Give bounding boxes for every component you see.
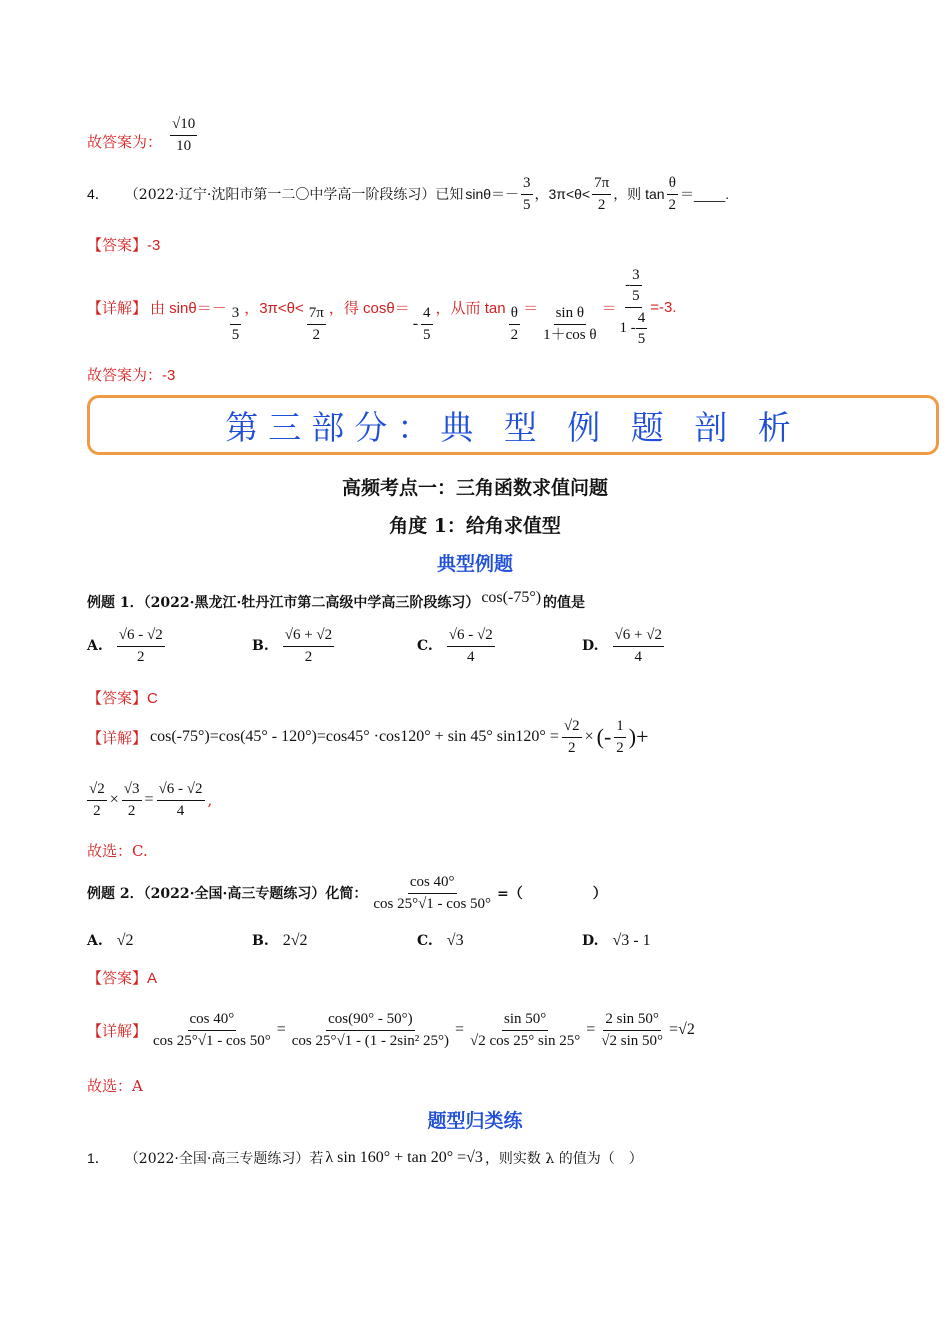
frac-num: 7π xyxy=(307,305,326,325)
question-expression: λ sin 160° + tan 20° =√3 xyxy=(325,1149,483,1166)
question-source: （2022·辽宁·沈阳市第一二〇中学高一阶段练习）已知 xyxy=(124,187,464,203)
ex2-detail xyxy=(87,1000,695,1060)
frac-num: √6 - √2 xyxy=(157,781,205,801)
answer-value: C xyxy=(147,690,158,707)
frac-num: cos 40° xyxy=(188,1011,237,1031)
option-value: √3 - 1 xyxy=(612,932,651,949)
frac-den: cos 25°√1 - (1 - 2sin² 25°) xyxy=(291,1032,449,1049)
frac-den: 5 xyxy=(231,326,240,343)
detail-result: =-3. xyxy=(650,298,677,316)
practice-question-1 xyxy=(87,1148,643,1168)
frac-den: √2 sin 50° xyxy=(601,1032,664,1049)
detail-text: ，从而 tan xyxy=(435,299,506,317)
option-b[interactable] xyxy=(252,627,334,665)
q4-conclusion: 故答案为：-3 xyxy=(87,367,176,384)
equals: ＝ xyxy=(523,298,539,317)
minus-sign: - xyxy=(412,315,419,332)
paren-close: )+ xyxy=(628,724,649,749)
frac-den: 2 xyxy=(510,326,519,343)
question-source: （2022·全国·高三专题练习）若 xyxy=(124,1151,324,1167)
option-letter: D. xyxy=(582,638,599,654)
detail-text: 由 sinθ＝－ xyxy=(150,299,227,317)
question-4 xyxy=(87,175,729,213)
times: × xyxy=(584,728,594,745)
frac-den: 2 xyxy=(668,196,677,213)
question-number: 1． xyxy=(87,1150,109,1166)
option-value: √2 xyxy=(116,932,134,949)
option-letter: C. xyxy=(417,638,433,654)
banner-title: 第三部分：典 型 例 题 剖 析 xyxy=(225,407,801,447)
option-value: √3 xyxy=(446,932,464,949)
option-letter: C. xyxy=(417,933,433,949)
equals: ＝ xyxy=(601,298,617,317)
frac-num: 1 xyxy=(614,718,626,738)
option-letter: A. xyxy=(87,638,103,654)
frac-den: 4 xyxy=(634,648,642,665)
ex1-detail-line1 xyxy=(87,718,649,756)
detail-label: 【详解】 xyxy=(87,298,148,317)
frac-num: θ xyxy=(509,305,520,325)
frac-den: 2 xyxy=(304,648,313,665)
frac-den: 2 xyxy=(136,648,145,665)
option-a[interactable] xyxy=(87,627,165,665)
heading-point: 高频考点一：三角函数求值问题 xyxy=(341,477,608,499)
equals: = xyxy=(144,791,154,808)
frac-den: 5 xyxy=(523,196,531,213)
ex1-detail-line2 xyxy=(87,781,212,819)
heading-practice: 题型归类练 xyxy=(427,1110,523,1132)
heading-typical: 典型例题 xyxy=(436,553,513,575)
frac-num: √6 + √2 xyxy=(613,627,664,647)
detail-label: 【详解】 xyxy=(87,1021,148,1040)
answer-blank: ＝____. xyxy=(680,186,730,202)
frac-den: 1＋cos θ xyxy=(543,326,597,343)
ex1-answer xyxy=(87,687,158,708)
frac-den: 4 xyxy=(467,648,475,665)
frac-num: √2 xyxy=(562,718,582,738)
frac-num: √6 + √2 xyxy=(283,627,334,647)
frac-num: 4 xyxy=(421,305,433,325)
equals: = xyxy=(454,1021,465,1038)
frac-num: √10 xyxy=(170,116,197,136)
question-number: 4． xyxy=(87,186,109,202)
detail-text: ，得 cosθ＝ xyxy=(328,299,410,317)
option-value: 2√2 xyxy=(282,932,308,949)
fraction-sqrt10-over-10 xyxy=(170,116,197,154)
frac-den: 2 xyxy=(567,739,576,756)
option-letter: B. xyxy=(252,638,269,654)
frac-num: sin 50° xyxy=(502,1011,548,1031)
answer-label: 【答案】 xyxy=(87,969,148,987)
option-d[interactable] xyxy=(582,627,664,665)
option-a[interactable] xyxy=(87,932,134,950)
conclusion-label: 故答案为： xyxy=(87,133,163,151)
frac-num: 2 sin 50° xyxy=(603,1011,661,1031)
example-tail: 的值是 xyxy=(543,595,586,611)
q4-detail xyxy=(87,265,677,349)
frac-den: 5 xyxy=(423,326,431,343)
option-d[interactable] xyxy=(582,932,651,950)
frac-num: √6 - √2 xyxy=(447,627,495,647)
frac-den: cos 25°√1 - cos 50° xyxy=(153,1032,271,1049)
ex1-conclusion: 故选：C. xyxy=(87,842,148,860)
answer-label: 【答案】 xyxy=(87,689,148,707)
condition-expression: ，3π<θ< xyxy=(534,186,591,202)
tan-expression: ，则 tan xyxy=(613,186,665,202)
ex2-conclusion: 故选：A xyxy=(87,1077,143,1095)
example-title: 例题 1．（2022·黑龙江·牡丹江市第二高级中学高三阶段练习） xyxy=(87,595,480,611)
example-2-title xyxy=(87,868,607,918)
example-tail: =（ ） xyxy=(497,886,607,902)
equals: = xyxy=(586,1021,596,1038)
cos-expression: cos(-75°) xyxy=(481,589,542,606)
frac-num: sin θ xyxy=(554,305,586,325)
option-c[interactable] xyxy=(417,627,495,665)
paren-open: (- xyxy=(596,724,612,749)
frac-den: 2 xyxy=(616,739,624,756)
detail-result: =√2 xyxy=(669,1021,695,1038)
frac-den: 10 xyxy=(176,137,192,154)
one-minus: 1 - xyxy=(619,320,636,336)
detail-text: ，3π<θ< xyxy=(244,299,304,317)
equals: = xyxy=(276,1021,286,1038)
frac-num: cos 40° xyxy=(408,874,457,894)
answer-label: 【答案】 xyxy=(87,236,148,254)
frac-num: 4 xyxy=(636,310,648,330)
heading-angle: 角度 1：给角求值型 xyxy=(389,515,561,537)
frac-den: 5 xyxy=(632,288,640,304)
frac-num: 3 xyxy=(230,305,242,325)
option-letter: D. xyxy=(582,933,599,949)
example-title: 例题 2．（2022·全国·高三专题练习）化简： xyxy=(87,886,368,902)
frac-den: 2 xyxy=(93,802,101,819)
compound-fraction xyxy=(620,267,648,348)
detail-expression: cos(-75°)=cos(45° - 120°)=cos45° ·cos120° + sin 45° sin120° = xyxy=(150,728,559,745)
question-tail: ，则实数 λ 的值为（ ） xyxy=(484,1151,643,1167)
example-1-title xyxy=(87,589,586,612)
frac-den: 2 xyxy=(312,326,321,343)
ex2-answer xyxy=(87,967,157,988)
example-2-options xyxy=(87,932,887,956)
q4-answer xyxy=(87,234,160,255)
example-1-options xyxy=(87,627,887,677)
times: × xyxy=(109,791,119,808)
frac-num: θ xyxy=(667,175,678,195)
frac-num: 3 xyxy=(630,267,642,287)
detail-label: 【详解】 xyxy=(87,728,148,747)
option-c[interactable] xyxy=(417,932,464,950)
frac-den: 5 xyxy=(637,331,646,347)
option-b[interactable] xyxy=(252,932,308,950)
frac-num: 7π xyxy=(592,175,611,195)
frac-den: cos 25°√1 - cos 50° xyxy=(373,895,492,912)
frac-num: cos(90° - 50°) xyxy=(326,1011,414,1031)
answer-value: -3 xyxy=(147,237,161,254)
comma: , xyxy=(207,791,213,809)
option-letter: B. xyxy=(252,933,269,949)
frac-den: √2 cos 25° sin 25° xyxy=(470,1032,581,1049)
frac-den: 2 xyxy=(127,802,136,819)
minus-sign: - xyxy=(625,277,631,293)
frac-num: √3 xyxy=(122,781,142,801)
frac-num: √6 - √2 xyxy=(117,627,165,647)
frac-den: 2 xyxy=(597,196,606,213)
frac-den: 4 xyxy=(176,802,185,819)
frac-num: 3 xyxy=(521,175,533,195)
option-letter: A. xyxy=(87,933,103,949)
answer-value: A xyxy=(147,970,158,987)
frac-num: √2 xyxy=(87,781,107,801)
sin-expression: sinθ＝－ xyxy=(465,186,520,202)
section-banner xyxy=(87,395,939,455)
